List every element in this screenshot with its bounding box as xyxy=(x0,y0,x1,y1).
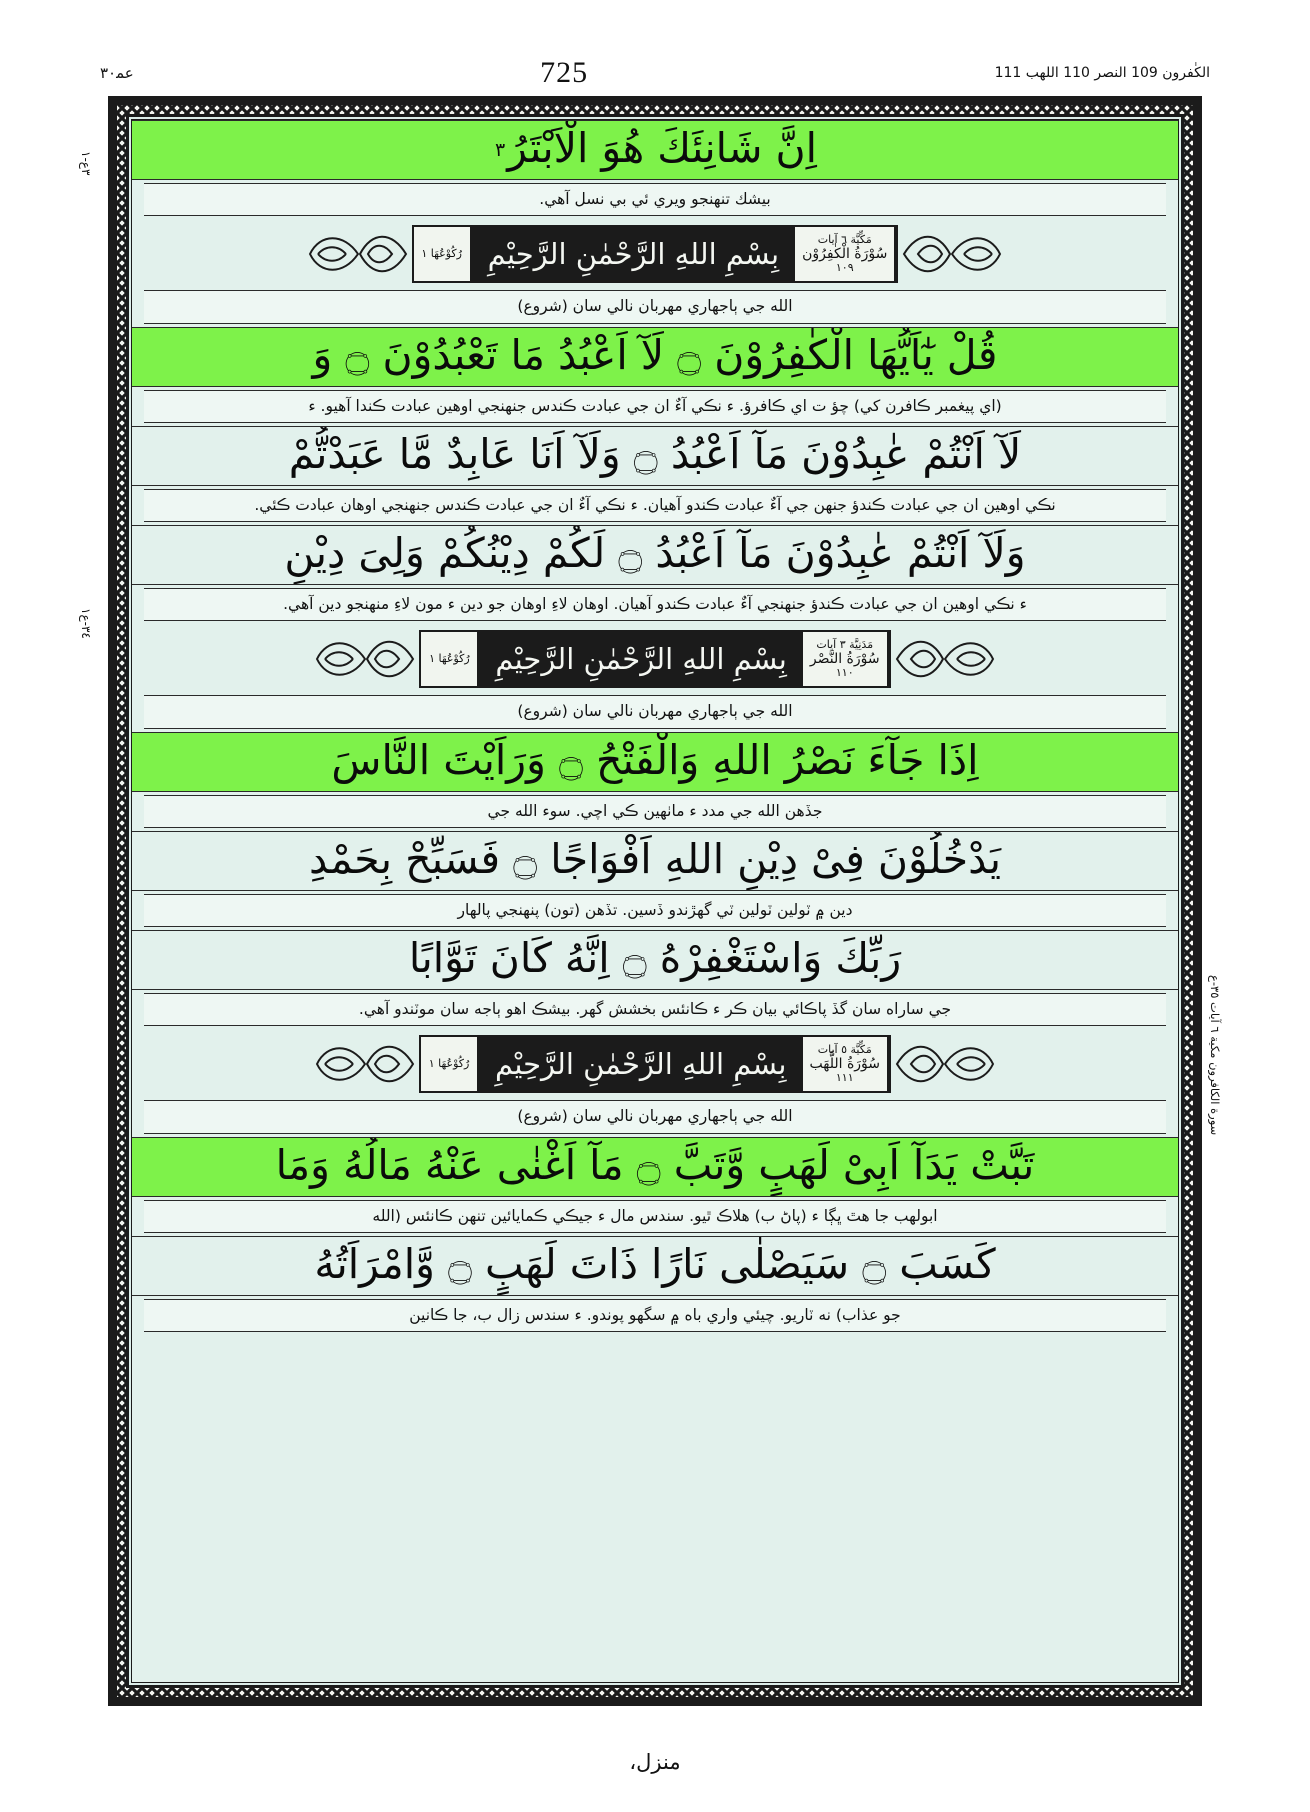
surah-name: سُوْرَةُ الْكٰفِرُوْن xyxy=(802,246,888,263)
bismillah-translation: الله جي ٻاجهاري مهربان نالي سان (شروع) xyxy=(144,290,1166,323)
ornament-left-icon xyxy=(898,225,1006,283)
ornament-right-icon xyxy=(304,225,412,283)
ayah-line[interactable] xyxy=(132,1137,1178,1197)
ayah-arabic: رَبِّكَ وَاسْتَغْفِرْهُ ۝ اِنَّهُ كَانَ تَوَّابًا xyxy=(408,934,902,983)
margin-note-right: سورة الكافرون مكية ٦ آيات ٣٥-ع xyxy=(1208,974,1223,1136)
ayah-line[interactable] xyxy=(132,525,1178,585)
surah-info-cell xyxy=(795,227,896,281)
surah-ayah-count: مَكِّيَّة ٦ آيات xyxy=(817,232,872,246)
ayah-line[interactable] xyxy=(132,120,1178,180)
surah-info-cell xyxy=(803,1037,890,1091)
bismillah-text: بِسْمِ اللهِ الرَّحْمٰنِ الرَّحِيْمِ xyxy=(472,227,795,281)
ayah-arabic: اِنَّ شَانِئَكَ هُوَ الْاَبْتَرُ xyxy=(507,124,817,172)
translation-line: دين ۾ ٽولين ٽولين ٽي گهڙندو ڏسين. تڏهن (تون) پنهنجي پالهار xyxy=(144,894,1166,927)
ruku-count: رُكُوْعُهَا ١ xyxy=(428,1057,470,1071)
ayah-arabic: وَلَآ اَنْتُمْ عٰبِدُوْنَ مَآ اَعْبُدُ ۝ لَكُمْ دِيْنُكُمْ وَلِىَ دِيْنِ xyxy=(284,529,1026,578)
translation-line: ابولهب جا هٿ ڀڳا ء (پاڻ ب) هلاڪ ٿيو. سندس مال ء جيڪي ڪمايائين تنهن ڪانئس (الله xyxy=(144,1200,1166,1233)
bismillah-text: بِسْمِ اللهِ الرَّحْمٰنِ الرَّحِيْمِ xyxy=(479,632,802,686)
surah-number: ١١١ xyxy=(835,1071,854,1085)
ayah-arabic: تَبَّتْ يَدَآ اَبِىْ لَهَبٍ وَّتَبَّ ۝ مَآ اَغْنٰى عَنْهُ مَالُهُ وَمَا xyxy=(275,1140,1035,1189)
ayah-arabic: قُلْ يٰٓاَيُّهَا الْكٰفِرُوْنَ ۝ لَآ اَعْبُدُ مَا تَعْبُدُوْنَ ۝ وَ xyxy=(312,330,998,379)
bismillah-band-109 xyxy=(132,219,1178,287)
translation-line: جڏهن الله جي مدد ء ماٺهين ڪي اچي. سوء الله جي xyxy=(144,795,1166,828)
header-surah-list: الكٰفرون 109 النصر 110 اللهب 111 xyxy=(994,65,1210,81)
ayah-arabic: يَدْخُلُوْنَ فِىْ دِيْنِ اللهِ اَفْوَاجًا ۝ فَسَبِّحْ بِحَمْدِ xyxy=(308,834,1001,883)
translation-line: بيشك تنهنجو ويري ئي بي نسل آهي. xyxy=(144,183,1166,216)
surah-ayah-count: مَكِّيَّة ٥ آيات xyxy=(817,1042,872,1056)
ornament-left-icon xyxy=(891,630,999,688)
ruku-cell xyxy=(421,1037,479,1091)
ayah-line[interactable] xyxy=(132,426,1178,486)
bismillah-translation: الله جي ٻاجهاري مهربان نالي سان (شروع) xyxy=(144,695,1166,728)
ornament-right-icon xyxy=(311,1035,419,1093)
bismillah-band-111 xyxy=(132,1029,1178,1097)
bismillah-translation: الله جي ٻاجهاري مهربان نالي سان (شروع) xyxy=(144,1100,1166,1133)
ayah-line[interactable] xyxy=(132,831,1178,891)
translation-line: ء نڪي اوهين ان جي عبادت ڪندؤ جنهنجي آءٌ عبادت ڪندو آهيان. اوهان لاءِ اوهان جو دين ء مون لاءِ منهنجو دين آهي. xyxy=(144,588,1166,621)
translation-line: نڪي اوهين ان جي عبادت ڪندؤ جنهن جي آءٌ عبادت ڪندو آهيان. ء نڪي آءٌ ان جي عبادت ڪندس جنهنجي اوهان عبادت ڪئي. xyxy=(144,489,1166,522)
translation-line: جي ساراه سان گڏ پاڪائي بيان ڪر ء ڪانئس بخشش گهر. بيشڪ اهو ٻاجه سان موٽندو آهي. xyxy=(144,993,1166,1026)
margin-note-ruku-mid: ٣٤-ع١ xyxy=(78,607,93,639)
surah-info-cell xyxy=(803,632,889,686)
footer-manzil: منزل، xyxy=(629,1750,681,1774)
decorative-frame xyxy=(108,96,1202,1706)
margin-note-ruku-top: ٣ع-١ xyxy=(78,150,93,176)
ornament-right-icon xyxy=(311,630,419,688)
ornament-left-icon xyxy=(891,1035,999,1093)
header-juz-label: عم‍٣٠ xyxy=(100,64,134,82)
page-content-area xyxy=(131,119,1179,1683)
frame-weave-border xyxy=(116,104,1194,1698)
ayah-arabic: كَسَبَ ۝ سَيَصْلٰى نَارًا ذَاتَ لَهَبٍ ۝ وَّامْرَاَتُهُ xyxy=(314,1239,996,1288)
ruku-cell xyxy=(414,227,472,281)
ruku-count: رُكُوْعُهَا ١ xyxy=(429,651,470,665)
surah-name: سُوْرَةُ اللَّهَب xyxy=(809,1056,880,1073)
ruku-count: رُكُوْعُهَا ١ xyxy=(421,246,462,260)
page-header xyxy=(100,56,1210,90)
translation-line: جو عذاب) نه ٽاريو. چيئي واري باه ۾ سگهو پوندو. ء سندس زال ب، جا ڪانين xyxy=(144,1299,1166,1332)
translation-line: (اي پيغمبر ڪافرن کي) چؤ ت اي ڪافرؤ. ء نڪي آءٌ ان جي عبادت ڪندس جنهنجي اوهين عبادت ڪندا آهيو. ء xyxy=(144,390,1166,423)
bismillah-text: بِسْمِ اللهِ الرَّحْمٰنِ الرَّحِيْمِ xyxy=(479,1037,802,1091)
ayah-number: ٣ xyxy=(495,139,506,162)
surah-ayah-count: مَدَنِيَّة ٣ آيات xyxy=(816,637,874,651)
ayah-line[interactable] xyxy=(132,1236,1178,1296)
surah-number: ١٠٩ xyxy=(835,261,854,275)
ayah-line[interactable] xyxy=(132,327,1178,387)
ayah-line[interactable] xyxy=(132,732,1178,792)
bismillah-box xyxy=(412,225,899,283)
frame-inner-border xyxy=(126,114,1184,1688)
bismillah-box xyxy=(419,630,890,688)
page-number: 725 xyxy=(540,56,589,89)
surah-number: ١١٠ xyxy=(835,666,854,680)
surah-name: سُوْرَةُ النَّصْر xyxy=(809,651,880,668)
verse-stack xyxy=(132,120,1178,1682)
bismillah-box xyxy=(419,1035,891,1093)
ayah-line[interactable] xyxy=(132,930,1178,990)
bismillah-band-110 xyxy=(132,624,1178,692)
ruku-cell xyxy=(421,632,479,686)
ayah-arabic: لَآ اَنْتُمْ عٰبِدُوْنَ مَآ اَعْبُدُ ۝ وَلَآ اَنَا عَابِدٌ مَّا عَبَدْتُّمْ xyxy=(288,429,1022,478)
ayah-arabic: اِذَا جَآءَ نَصْرُ اللهِ وَالْفَتْحُ ۝ وَرَاَيْتَ النَّاسَ xyxy=(331,735,979,784)
